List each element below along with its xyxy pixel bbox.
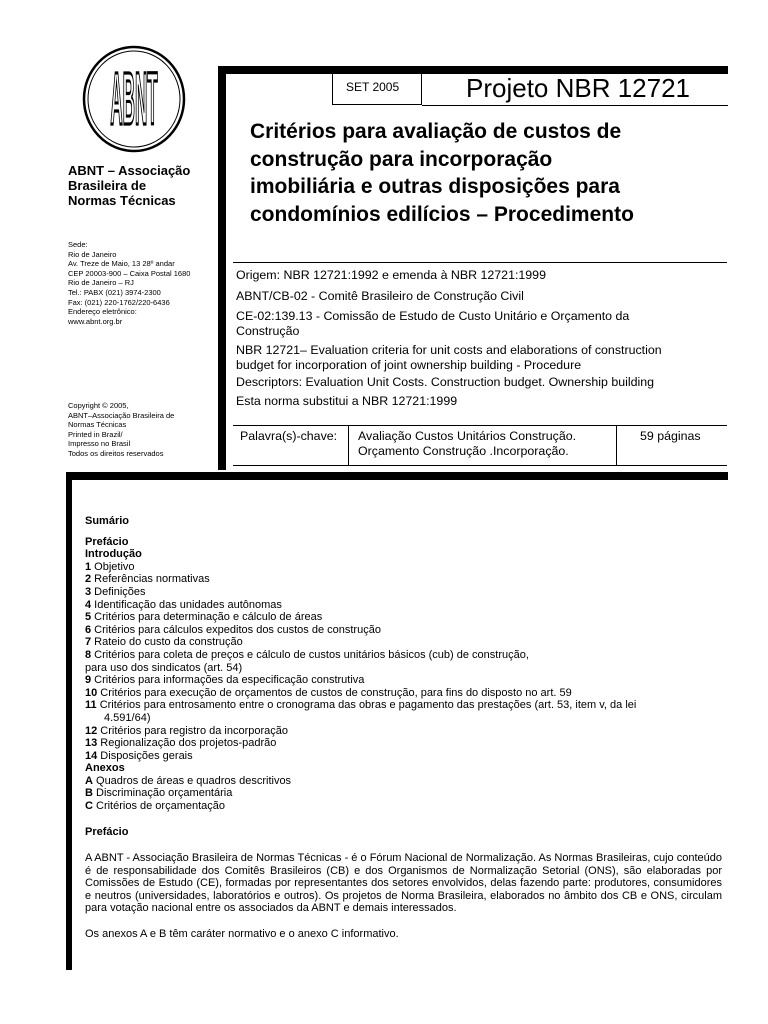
toc-item[interactable] — [85, 561, 725, 574]
toc-item-number: 5 — [85, 611, 92, 624]
keywords-divider — [616, 425, 617, 465]
toc-item-label: Critérios para cálculos expeditos dos custos de construção — [91, 623, 381, 636]
toc-item[interactable] — [85, 762, 725, 775]
study-commission-line: CE-02:139.13 - Comissão de Estudo de Custo Unitário e Orçamento da — [236, 309, 630, 323]
toc-item-number: 6 — [85, 623, 92, 636]
page-count: 59 páginas — [640, 429, 701, 443]
document-title — [250, 118, 730, 228]
toc-item-label: Referências normativas — [91, 573, 210, 586]
toc-item-label: Quadros de áreas e quadros descritivos — [92, 774, 292, 787]
toc-item-number: 12 — [85, 724, 98, 737]
toc-item-label: Anexos — [85, 762, 125, 775]
table-of-contents — [85, 515, 725, 813]
title-line: construção para incorporação — [250, 147, 553, 171]
toc-item[interactable] — [85, 536, 725, 549]
toc-item-number: 2 — [85, 573, 92, 586]
sede-line: Rio de Janeiro — [68, 249, 117, 259]
organization-name-line: ABNT – Associação — [68, 163, 191, 178]
title-line: condomínios edilícios – Procedimento — [250, 202, 634, 226]
toc-item-number: 1 — [85, 560, 92, 573]
sede-website-link[interactable]: www.abnt.org.br — [68, 316, 123, 326]
toc-item-number: 7 — [85, 636, 92, 649]
keywords-label: Palavra(s)-chave: — [240, 429, 338, 443]
organization-name-line: Brasileira de — [68, 178, 147, 193]
english-title-line: NBR 12721– Evaluation criteria for unit costs and elaborations of construction — [236, 343, 662, 357]
toc-item-label: Critérios para determinação e cálculo de áreas — [91, 611, 323, 624]
copyright-line: Impresso no Brasil — [68, 439, 131, 449]
committee-line: ABNT/CB-02 - Comitê Brasileiro de Construção Civil — [236, 289, 524, 303]
title-line: Critérios para avaliação de custos de — [250, 120, 622, 143]
copyright-notice — [68, 401, 174, 459]
toc-item-label: Critérios para coleta de preços e cálculo de custos unitários básicos (cub) de construção, — [91, 648, 529, 661]
toc-item-label: para uso dos sindicatos (art. 54) — [85, 661, 243, 674]
toc-item[interactable] — [85, 800, 725, 813]
toc-item-label: Regionalização dos projetos-padrão — [97, 737, 277, 750]
toc-item[interactable] — [85, 624, 725, 637]
toc-item-label: Definições — [91, 585, 146, 598]
toc-item-label: Critérios para registro da incorporação — [97, 724, 289, 737]
toc-heading: Sumário — [85, 515, 130, 527]
annex-note: Os anexos A e B têm caráter normativo e o anexo C informativo. — [85, 928, 399, 940]
document-date: SET 2005 — [346, 80, 400, 94]
toc-item[interactable] — [85, 712, 725, 725]
study-commission-line: Construção — [236, 323, 300, 338]
sede-address — [68, 240, 190, 326]
sede-line: Av. Treze de Maio, 13 28º andar — [68, 259, 175, 269]
organization-name — [68, 163, 190, 208]
toc-item-label: Critérios para execução de orçamentos de custos de construção, para fins do disposto no art. 59 — [97, 686, 572, 699]
toc-item[interactable] — [85, 674, 725, 687]
toc-item-label: Prefácio — [85, 535, 129, 548]
toc-item-label: Discriminação orçamentária — [92, 787, 233, 800]
toc-item[interactable] — [85, 750, 725, 763]
toc-item[interactable] — [85, 699, 725, 712]
keywords-value-line: Avaliação Custos Unitários Construção. — [358, 429, 577, 443]
organization-name-line: Normas Técnicas — [68, 193, 176, 208]
toc-item-number: 13 — [85, 737, 98, 750]
toc-item[interactable] — [85, 725, 725, 738]
toc-item-label: 4.591/64) — [104, 711, 151, 724]
svg-text:ABNT: ABNT — [110, 57, 158, 141]
toc-item-label: Rateio do custo da construção — [91, 636, 243, 649]
toc-item-number: C — [85, 800, 93, 813]
toc-item[interactable] — [85, 787, 725, 800]
keywords-bottom-rule — [233, 465, 727, 466]
toc-item[interactable] — [85, 737, 725, 750]
sede-line: Endereço eletrônico: — [68, 307, 137, 317]
sede-line: Tel.: PABX (021) 3974-2300 — [68, 287, 161, 297]
toc-item-number: 9 — [85, 674, 92, 687]
toc-item[interactable] — [85, 687, 725, 700]
english-title — [236, 343, 726, 372]
body-left-rule — [66, 472, 72, 970]
sede-line: CEP 20003-900 – Caixa Postal 1680 — [68, 268, 191, 278]
copyright-line: Todos os direitos reservados — [68, 448, 164, 458]
copyright-line: Copyright © 2005, — [68, 401, 129, 410]
preface-paragraph: A ABNT - Associação Brasileira de Normas Técnicas - é o Fórum Nacional de Normalização. As Normas Brasileiras, cujo conteúdo é de responsabilidade dos Comitês Brasileiros (CB) e dos Organismos de Normalização Setorial (ONS), são elaboradas por Comissões de Estudo (CE), formadas por representantes dos setores envolvidos, delas fazendo parte: produtores, consumidores e neutros (universidades, laboratórios e outros). Os projetos de Norma Brasileira, elaborados no âmbito dos CB e ONS, circulam para votação nacional entre os associados da ABNT e demais interessados. — [85, 852, 722, 915]
toc-item-label: Critérios para entrosamento entre o cronograma das obras e pagamento das prestações (art. 53, item v, da lei — [96, 699, 637, 712]
toc-item[interactable] — [85, 649, 725, 662]
header-left-rule — [218, 66, 226, 470]
copyright-line: ABNT–Associação Brasileira de — [68, 410, 175, 420]
study-commission — [236, 309, 726, 338]
keywords-value — [358, 429, 576, 458]
origin-line: Origem: NBR 12721:1992 e emenda à NBR 12721:1999 — [236, 268, 546, 282]
toc-item[interactable] — [85, 573, 725, 586]
toc-item-label: Critérios de orçamentação — [92, 800, 226, 813]
toc-item-number: A — [85, 774, 93, 787]
toc-item[interactable] — [85, 611, 725, 624]
toc-item[interactable] — [85, 586, 725, 599]
body-top-rule — [66, 472, 728, 480]
supersedes-line: Esta norma substitui a NBR 12721:1999 — [236, 394, 458, 408]
title-rule — [233, 262, 727, 263]
toc-item-label: Critérios para informações da especificação construtiva — [91, 674, 365, 687]
copyright-line: Printed in Brazil/ — [68, 429, 123, 439]
toc-list — [85, 536, 725, 813]
keywords-value-line: Orçamento Construção .Incorporação. — [358, 443, 569, 458]
english-title-line: budget for incorporation of joint ownership building - Procedure — [236, 357, 582, 372]
toc-item-number: 8 — [85, 648, 92, 661]
toc-item-number: B — [85, 787, 93, 800]
keywords-top-rule — [233, 425, 727, 426]
toc-item-number: 10 — [85, 686, 98, 699]
toc-item[interactable] — [85, 775, 725, 788]
sede-line: Rio de Janeiro – RJ — [68, 278, 134, 288]
preface-heading: Prefácio — [85, 826, 129, 838]
sede-line: Fax: (021) 220-1762/220-6436 — [68, 297, 170, 307]
toc-item[interactable] — [85, 548, 725, 561]
descriptors-line: Descriptors: Evaluation Unit Costs. Construction budget. Ownership building — [236, 375, 655, 389]
project-number: Projeto NBR 12721 — [466, 73, 691, 103]
toc-item-number: 14 — [85, 749, 98, 762]
toc-item-number: 4 — [85, 598, 92, 611]
abnt-logo — [80, 44, 188, 154]
copyright-line: Normas Técnicas — [68, 420, 127, 430]
toc-item[interactable] — [85, 636, 725, 649]
title-line: imobiliária e outras disposições para — [250, 175, 620, 198]
toc-item[interactable] — [85, 662, 725, 675]
toc-item-number: 3 — [85, 585, 92, 598]
toc-item-label: Introdução — [85, 548, 142, 561]
toc-item-label: Objetivo — [91, 560, 135, 573]
toc-item-label: Disposições gerais — [97, 749, 193, 762]
toc-item[interactable] — [85, 599, 725, 612]
project-rule — [422, 105, 728, 106]
toc-item-number: 11 — [85, 699, 97, 712]
sede-line: Sede: — [68, 240, 88, 249]
keywords-divider — [348, 425, 349, 465]
toc-item-label: Identificação das unidades autônomas — [91, 598, 282, 611]
